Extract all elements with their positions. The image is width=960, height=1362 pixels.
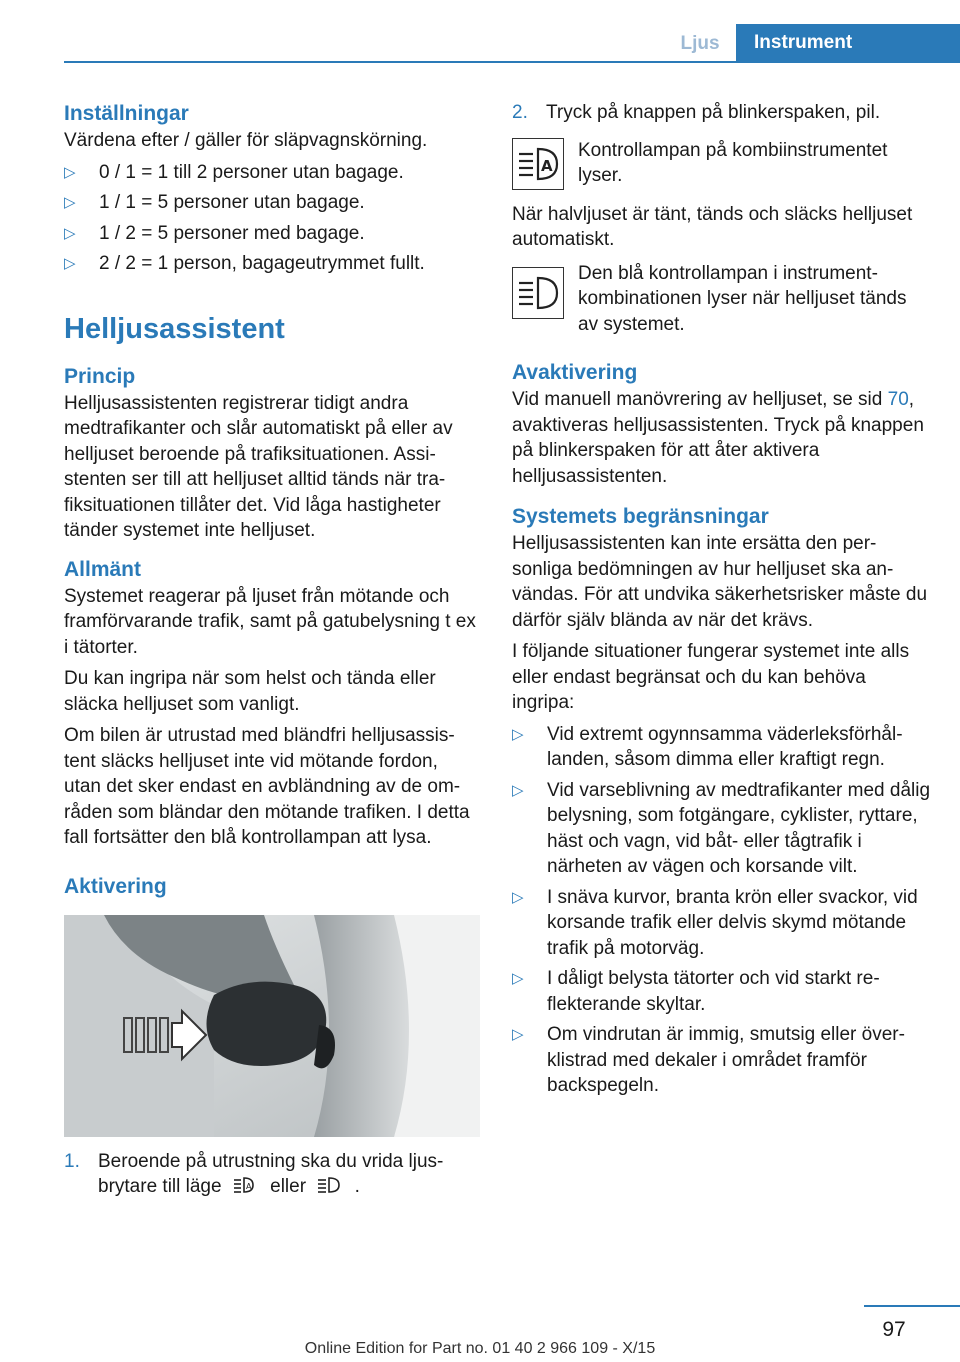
aktivering-heading: Aktivering [64,874,167,898]
princip-heading: Princip [64,364,136,388]
right-column [512,100,930,1104]
limits-list [512,722,930,1099]
step1-text: Beroende på utrustning ska du vrida ljusbrytare till läge [98,1150,444,1197]
list-item: ▷ 2 / 2 = 1 person, bagageutrymmet fullt. [64,251,480,277]
avaktivering-text: Vid manuell manövrering av helljuset, se sid 70, avaktiveras helljusassistenten. Tryck på knappen på blinkerspaken för att åter aktivera helljusassistenten. [512,389,924,487]
turn-signal-lever-photo [64,915,480,1137]
svg-text:A: A [245,1182,252,1191]
list-item: ▷ Om vindrutan är immig, smutsig eller överklistrad med dekaler i området framför backspegeln. [512,1024,905,1096]
list-item: ▷ 0 / 1 = 1 till 2 personer utan bagage. [64,160,480,186]
list-bullet-triangle-icon: ▷ [64,255,76,272]
auto-light-icon [233,1175,259,1195]
svg-text:A: A [541,156,553,175]
list-bullet-triangle-icon: ▷ [64,163,76,181]
limits-heading: Systemets begränsningar [512,505,769,528]
indicator1-text: Kontrollampan på kombiinstrumentet lyser. [578,139,888,186]
step2-text: Tryck på knappen på blinkerspaken, pil. [546,102,881,123]
settings-heading: Inställningar [64,102,189,125]
high-beam-assist-icon [512,138,564,190]
indicator-row-1 [512,138,930,190]
avaktivering-heading: Avaktivering [512,361,638,384]
settings-list [64,160,480,277]
lowbeam-text: När halvljuset är tänt, tänds och släcks helljuset automatiskt. [512,203,913,250]
allmant-heading: Allmänt [64,557,142,581]
list-bullet-triangle-icon: ▷ [512,1026,524,1043]
page-number: 97 [882,1318,906,1341]
page-reference-link[interactable]: 70 [887,389,909,410]
footer-rule [864,1305,960,1307]
list-item: ▷ I dåligt belysta tätorter och vid starkt reflekterande skyltar. [512,968,880,1015]
settings-intro: Värdena efter / gäller för släpvagnskörning. [64,130,428,151]
high-beam-icon [512,267,564,319]
indicator2-text: Den blå kontrollampan i instrumentkombinationen lyser när helljuset tänds av systemet. [578,262,907,335]
header-chapter-tab[interactable]: Instrument [736,24,960,63]
princip-text: Helljusassistenten registrerar tidigt andra medtrafikanter och slår automatiskt på eller av helljuset beroende på trafiksituationen. Assistenten ser till att helljuset alltid tänds när trafiksituationen tillåter det. Vid låga hastigheter tänder systemet inte helljuset. [64,392,453,541]
limits-paragraph-2: I följande situationer fungerar systemet inte alls eller endast begränsat och du kan behöva ingripa: [512,641,910,713]
allmant-paragraph-1: Systemet reagerar på ljuset från mötande och framförvarande trafik, samt på gatubelysning t ex i tätorter. [64,585,476,658]
lever-illustration [64,915,480,1137]
header-section-tab[interactable]: Ljus [680,33,720,54]
indicator-row-2 [512,261,930,338]
allmant-paragraph-2: Du kan ingripa när som helst och tända eller släcka helljuset som vanligt. [64,668,436,715]
left-column [64,100,480,1200]
list-bullet-triangle-icon: ▷ [512,725,524,743]
list-item: ▷ 1 / 2 = 5 personer med bagage. [64,221,480,247]
high-beam-icon [317,1175,343,1195]
limits-paragraph-1: Helljusassistenten kan inte ersätta den personliga bedömningen av hur helljuset ska användas. För att undvika säkerhetsrisker måste du därför själv blända av när det krävs. [512,533,928,631]
list-item: ▷ Vid varseblivning av medtrafikanter med dålig belysning, som fotgängare, cyklister, ryttare, häst och vagn, vid båt- eller tågtrafik i närheten av vägen och korsande vilt. [512,779,931,877]
steps-list-right [512,100,930,126]
list-bullet-triangle-icon: ▷ [64,194,76,211]
list-bullet-triangle-icon: ▷ [512,888,524,906]
list-item: 1. Beroende på utrustning ska du vrida ljusbrytare till läge A eller . [64,1150,444,1197]
edition-footer: Online Edition for Part no. 01 40 2 966 109 - X/15 [304,1340,656,1357]
list-bullet-triangle-icon: ▷ [512,781,524,799]
list-item: 2. Tryck på knappen på blinkerspaken, pil. [512,102,881,123]
list-item: ▷ I snäva kurvor, branta krön eller svackor, vid korsande trafik eller delvis skymd mötande trafik på motorväg. [512,886,918,959]
allmant-paragraph-3: Om bilen är utrustad med bländfri helljusassistent släcks helljuset inte vid mötande fordon, utan det sker endast en avbländning av de områden som bländar den mötande trafiken. I detta fall fortsätter den blå kontrollampan att lysa. [64,725,470,848]
main-title: Helljusassistent [64,312,285,345]
steps-list-left [64,1149,480,1200]
list-item: ▷ 1 / 1 = 5 personer utan bagage. [64,190,480,216]
list-bullet-triangle-icon: ▷ [64,224,76,242]
list-item: ▷ Vid extremt ogynnsamma väderleksförhållanden, såsom dimma eller kraftigt regn. [512,723,903,770]
list-bullet-triangle-icon: ▷ [512,970,524,987]
